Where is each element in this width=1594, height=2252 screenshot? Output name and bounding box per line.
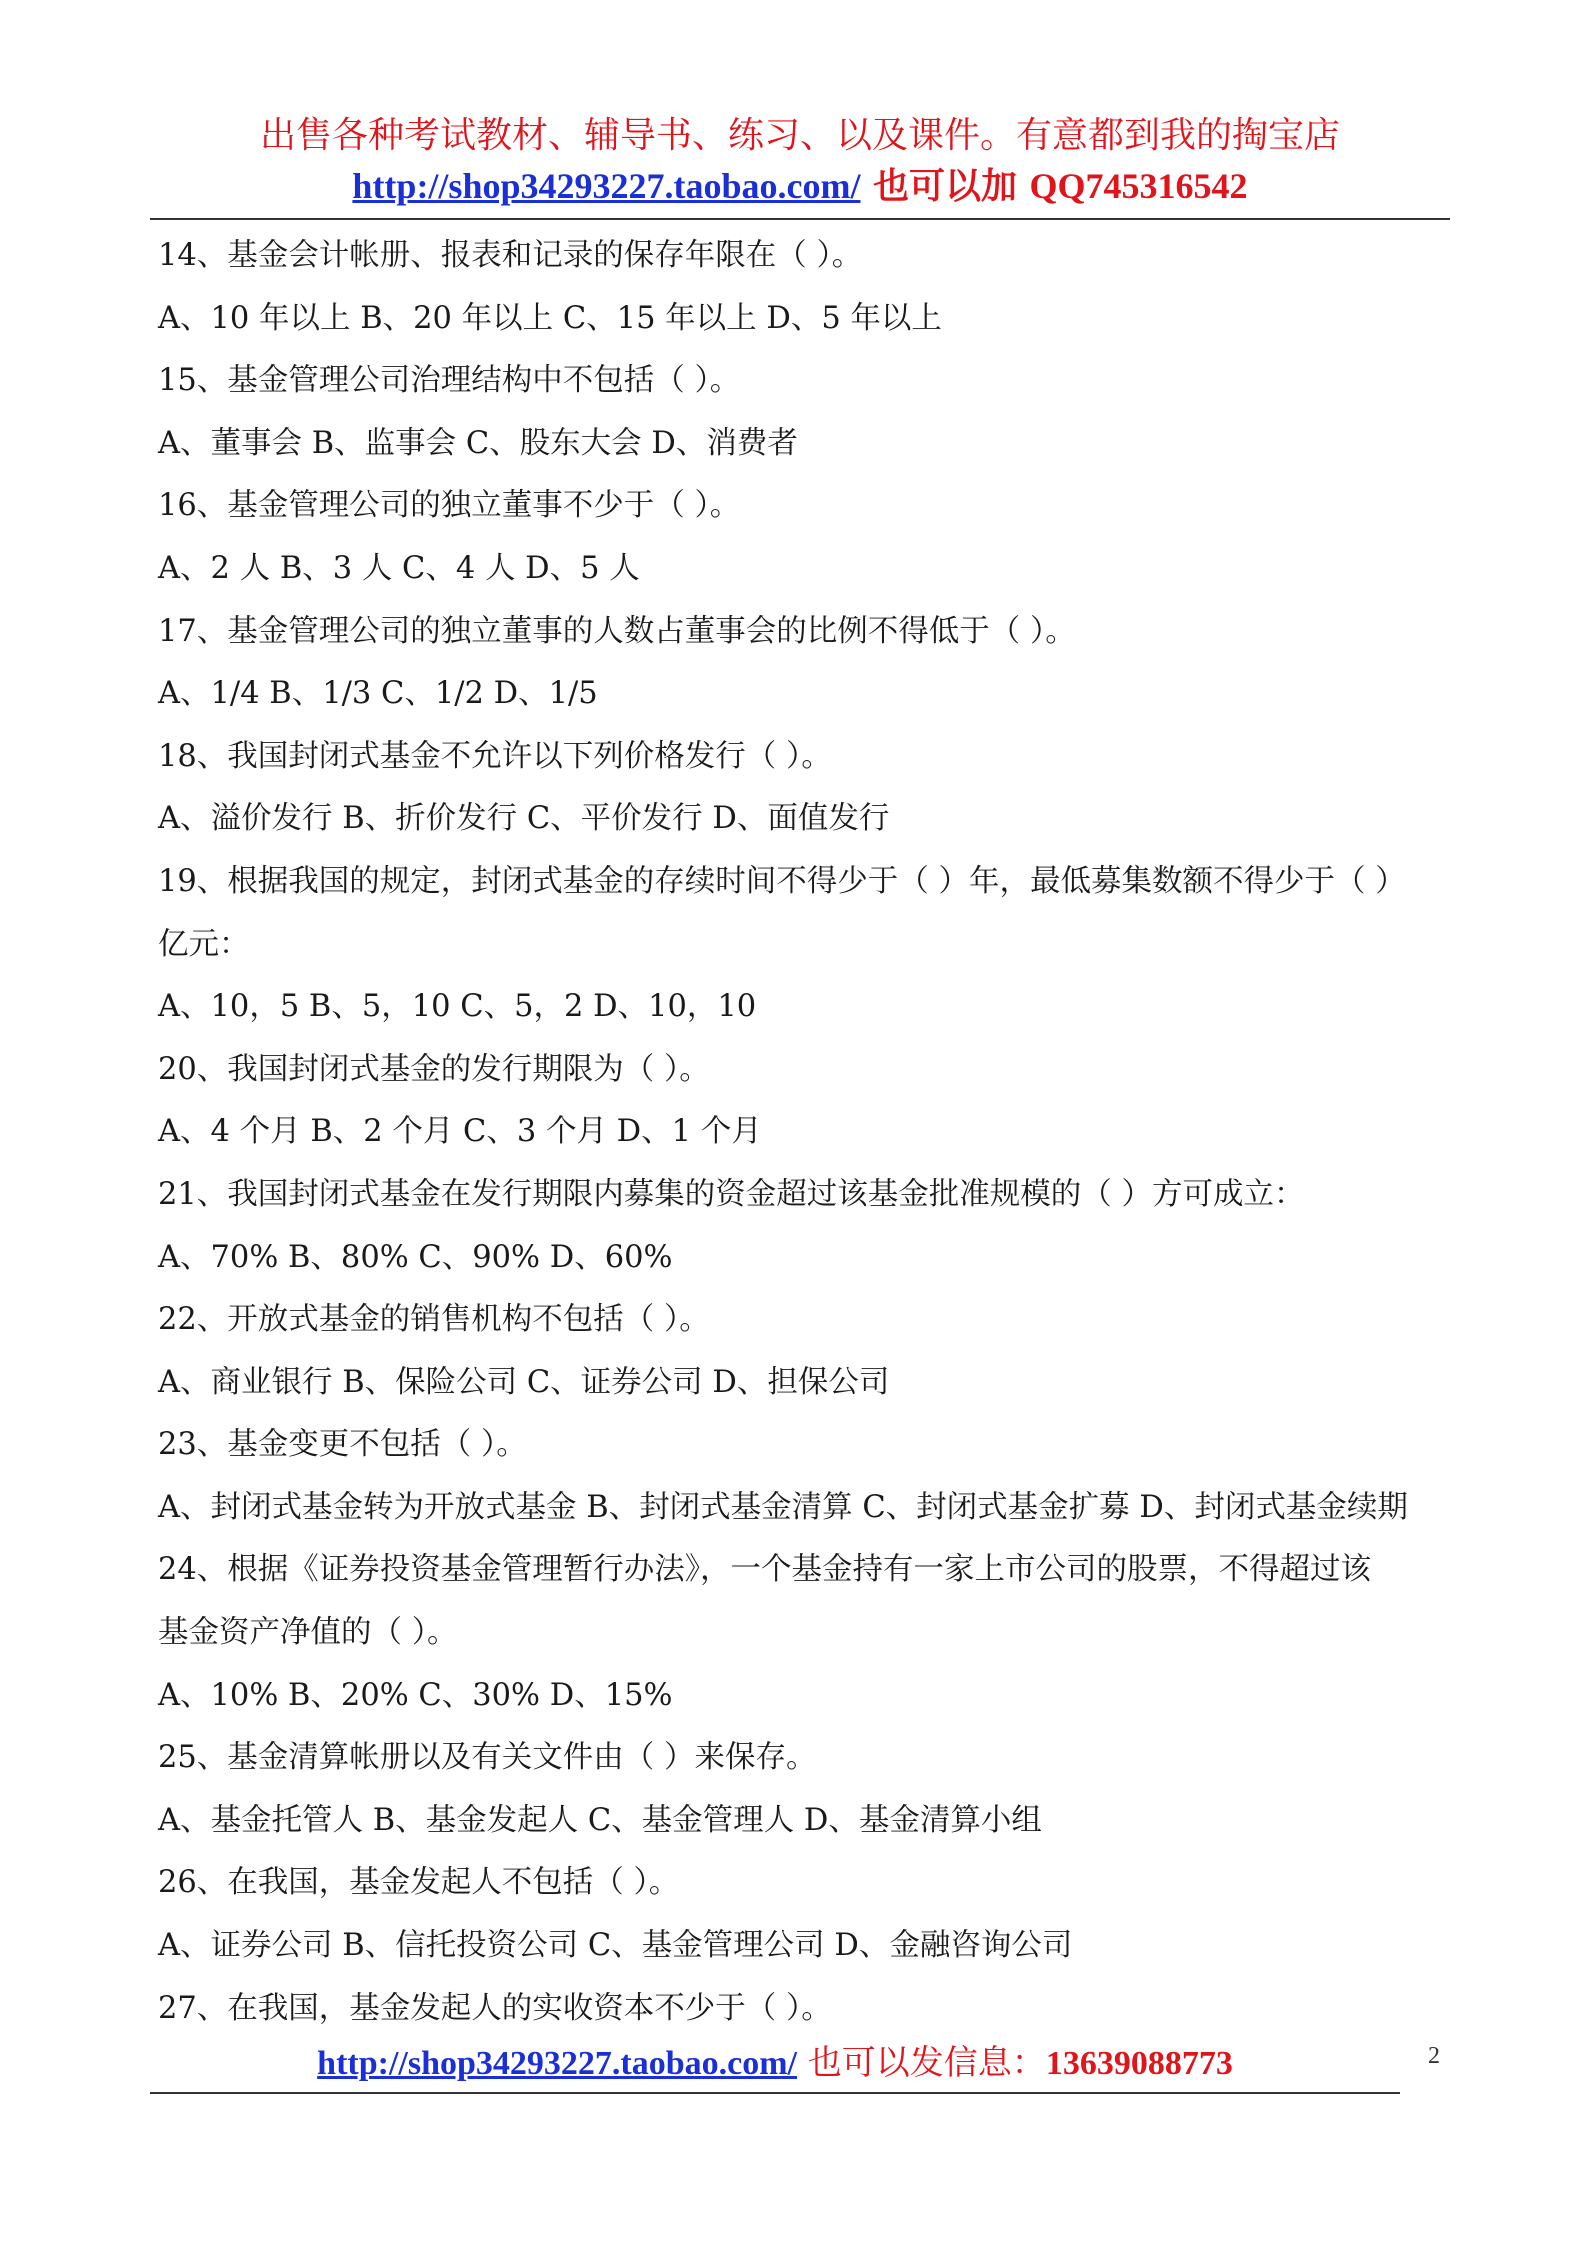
question-line: 25、基金清算帐册以及有关文件由（ ）来保存。 (158, 1740, 817, 1776)
answer-options: A、10% B、20% C、30% D、15% (158, 1677, 673, 1713)
footer-divider (150, 2092, 1400, 2094)
page-header (150, 112, 1450, 210)
answer-options: A、1/4 B、1/3 C、1/2 D、1/5 (158, 676, 598, 712)
question-line: 20、我国封闭式基金的发行期限为（ ）。 (158, 1051, 710, 1087)
qq-number: QQ745316542 (1029, 166, 1248, 206)
question-line: 27、在我国，基金发起人的实收资本不少于（ ）。 (158, 1990, 832, 2026)
answer-options: A、2 人 B、3 人 C、4 人 D、5 人 (158, 550, 640, 586)
footer-contact-prefix: 也可以发信息： (797, 2043, 1046, 2083)
question-line: 22、开放式基金的销售机构不包括（ ）。 (158, 1302, 710, 1338)
question-line: 16、基金管理公司的独立董事不少于（ ）。 (158, 488, 741, 524)
ad-banner-text: 出售各种考试教材、辅导书、练习、以及课件。有意都到我的掏宝店 (259, 115, 1340, 156)
ad-contact-line (150, 162, 1450, 210)
question-line: 19、根据我国的规定，封闭式基金的存续时间不得少于（ ）年，最低募集数额不得少于（ ） (158, 863, 1406, 899)
answer-options: A、10，5 B、5，10 C、5，2 D、10，10 (158, 989, 757, 1025)
answer-options: A、商业银行 B、保险公司 C、证券公司 D、担保公司 (158, 1364, 890, 1400)
question-list (158, 225, 1448, 2040)
question-line: 24、根据《证券投资基金管理暂行办法》，一个基金持有一家上市公司的股票，不得超过该 (158, 1552, 1372, 1588)
header-divider (150, 218, 1450, 220)
answer-options: A、70% B、80% C、90% D、60% (158, 1239, 673, 1275)
answer-options: A、证券公司 B、信托投资公司 C、基金管理公司 D、金融咨询公司 (158, 1928, 1073, 1964)
page-number: 2 (1428, 2043, 1440, 2069)
page-footer (150, 2040, 1400, 2087)
question-line: 26、在我国，基金发起人不包括（ ）。 (158, 1865, 680, 1901)
footer-shop-link[interactable]: http://shop34293227.taobao.com/ (317, 2045, 797, 2082)
answer-options: A、4 个月 B、2 个月 C、3 个月 D、1 个月 (158, 1114, 762, 1150)
question-line: 17、基金管理公司的独立董事的人数占董事会的比例不得低于（ ）。 (158, 613, 1076, 649)
question-line: 23、基金变更不包括（ ）。 (158, 1427, 527, 1463)
answer-options: A、10 年以上 B、20 年以上 C、15 年以上 D、5 年以上 (158, 300, 942, 336)
shop-link[interactable]: http://shop34293227.taobao.com/ (352, 166, 861, 206)
question-line-continued: 基金资产净值的（ ）。 (158, 1615, 458, 1651)
answer-options: A、溢价发行 B、折价发行 C、平价发行 D、面值发行 (158, 801, 890, 837)
answer-options: A、封闭式基金转为开放式基金 B、封闭式基金清算 C、封闭式基金扩募 D、封闭式基金续期 (158, 1489, 1408, 1525)
question-line-continued: 亿元： (158, 926, 250, 962)
question-line: 15、基金管理公司治理结构中不包括（ ）。 (158, 363, 741, 399)
answer-options: A、基金托管人 B、基金发起人 C、基金管理人 D、基金清算小组 (158, 1802, 1042, 1838)
question-line: 18、我国封闭式基金不允许以下列价格发行（ ）。 (158, 738, 832, 774)
question-line: 21、我国封闭式基金在发行期限内募集的资金超过该基金批准规模的（ ）方可成立： (158, 1176, 1305, 1212)
contact-prefix: 也可以加 (860, 165, 1030, 207)
phone-number: 13639088773 (1045, 2045, 1233, 2082)
answer-options: A、董事会 B、监事会 C、股东大会 D、消费者 (158, 425, 798, 461)
question-line: 14、基金会计帐册、报表和记录的保存年限在（ ）。 (158, 238, 863, 273)
